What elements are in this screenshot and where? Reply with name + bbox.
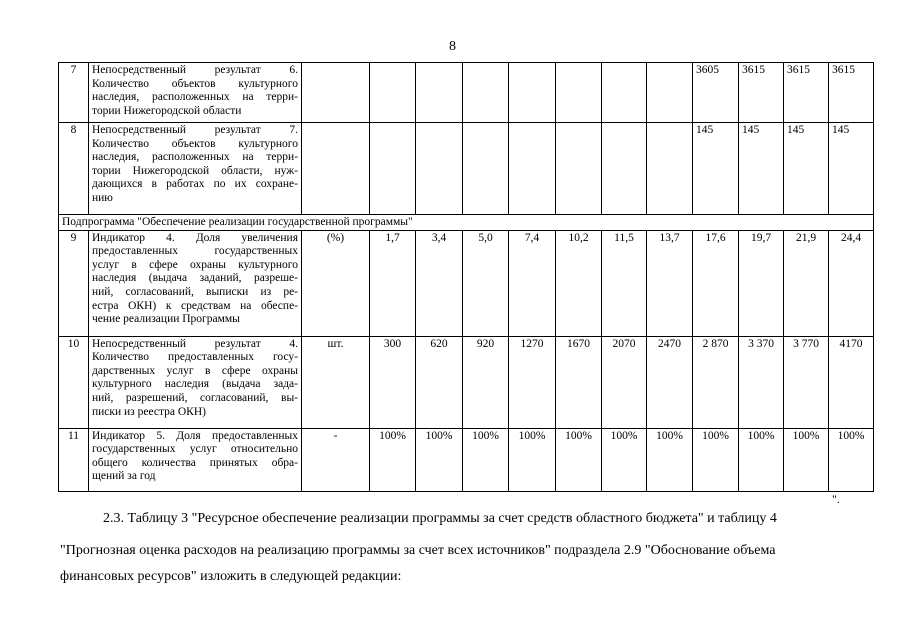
paragraph-line-1: 2.3. Таблицу 3 "Ресурсное обеспечение реализации программы за счет средств областного бюджета" и таблицу 4	[103, 511, 777, 526]
indicator-name-line: щений за год	[92, 470, 156, 483]
value-cell: 4170	[829, 336, 874, 428]
indicator-name-line: естра ОКН) к средствам на обеспе-	[92, 299, 298, 312]
indicator-name-line: Непосредственный результат 4.	[92, 337, 298, 350]
value-cell	[370, 63, 416, 123]
value-cell: 3,4	[416, 230, 463, 336]
indicator-name-line: нию	[92, 191, 113, 204]
closing-quote: ".	[832, 492, 840, 506]
indicator-name-line: Индикатор 5. Доля предоставленных	[92, 429, 298, 442]
table-row	[59, 428, 874, 491]
value-cell	[416, 63, 463, 123]
table-row	[59, 230, 874, 336]
paragraph-line-2: "Прогнозная оценка расходов на реализацию программы за счет всех источников" подраздела 2.9 "Обоснование объема	[60, 543, 776, 558]
value-cell	[509, 63, 556, 123]
page-number: 8	[449, 39, 456, 54]
unit-cell	[302, 63, 370, 123]
indicator-name-line: культурного наследия (выдача зада-	[92, 378, 298, 391]
table-row	[59, 336, 874, 428]
value-cell: 19,7	[739, 230, 784, 336]
indicator-name	[89, 123, 302, 215]
value-cell	[556, 63, 602, 123]
value-cell: 100%	[463, 428, 509, 491]
indicator-name	[89, 428, 302, 491]
indicator-name-line: предоставленных государственных	[92, 245, 298, 258]
value-cell: 100%	[556, 428, 602, 491]
subprogram-heading: Подпрограмма "Обеспечение реализации государственной программы"	[59, 215, 874, 231]
row-number: 9	[59, 230, 89, 336]
value-cell	[509, 123, 556, 215]
value-cell: 3615	[784, 63, 829, 123]
indicator-name-line: тории Нижегородской области, нуж-	[92, 164, 298, 177]
indicator-name-line: Непосредственный результат 6.	[92, 64, 298, 76]
value-cell: 920	[463, 336, 509, 428]
indicators-table	[58, 62, 874, 492]
indicator-name-line: писки из реестра ОКН)	[92, 405, 206, 418]
value-cell: 17,6	[693, 230, 739, 336]
indicator-name-line: дающихся в работах по их сохране-	[92, 178, 298, 191]
indicator-name	[89, 63, 302, 123]
value-cell: 2070	[602, 336, 647, 428]
indicator-name-line: Индикатор 4. Доля увеличения	[92, 231, 298, 244]
value-cell: 100%	[370, 428, 416, 491]
indicator-name-line: ний, согласований, выписки из ре-	[92, 285, 298, 298]
indicator-name-line: услуг в сфере охраны культурного	[92, 258, 298, 271]
value-cell: 24,4	[829, 230, 874, 336]
value-cell: 2470	[647, 336, 693, 428]
indicator-name-line: дарственных услуг в сфере охраны	[92, 364, 298, 377]
table-row	[59, 123, 874, 215]
table-row	[59, 215, 874, 231]
value-cell	[647, 63, 693, 123]
value-cell: 100%	[739, 428, 784, 491]
value-cell: 145	[784, 123, 829, 215]
value-cell	[602, 123, 647, 215]
value-cell: 100%	[416, 428, 463, 491]
paragraph-line-3: финансовых ресурсов" изложить в следующей редакции:	[60, 569, 402, 584]
value-cell: 100%	[647, 428, 693, 491]
table-row	[59, 63, 874, 123]
value-cell: 21,9	[784, 230, 829, 336]
value-cell: 11,5	[602, 230, 647, 336]
value-cell	[463, 63, 509, 123]
unit-cell: -	[302, 428, 370, 491]
value-cell: 2 870	[693, 336, 739, 428]
row-number: 8	[59, 123, 89, 215]
indicator-name-line: ний, разрешений, согласований, вы-	[92, 391, 298, 404]
indicator-name-line: наследия, расположенных на терри-	[92, 151, 298, 164]
value-cell	[463, 123, 509, 215]
value-cell: 13,7	[647, 230, 693, 336]
value-cell: 100%	[693, 428, 739, 491]
value-cell	[556, 123, 602, 215]
value-cell: 3615	[829, 63, 874, 123]
value-cell	[416, 123, 463, 215]
indicator-name-line: наследия (выдача заданий, разреше-	[92, 272, 298, 285]
indicator-name-line: Количество объектов культурного	[92, 77, 298, 90]
value-cell: 7,4	[509, 230, 556, 336]
value-cell: 5,0	[463, 230, 509, 336]
row-number: 10	[59, 336, 89, 428]
indicator-name-line: Непосредственный результат 7.	[92, 124, 298, 136]
value-cell: 3605	[693, 63, 739, 123]
value-cell	[647, 123, 693, 215]
value-cell: 1270	[509, 336, 556, 428]
value-cell: 10,2	[556, 230, 602, 336]
value-cell: 100%	[829, 428, 874, 491]
value-cell: 145	[693, 123, 739, 215]
value-cell: 620	[416, 336, 463, 428]
value-cell: 300	[370, 336, 416, 428]
indicator-name-line: Количество объектов культурного	[92, 137, 298, 150]
value-cell: 100%	[509, 428, 556, 491]
value-cell: 3 770	[784, 336, 829, 428]
value-cell	[370, 123, 416, 215]
value-cell: 100%	[602, 428, 647, 491]
row-number: 7	[59, 63, 89, 123]
indicator-name-line: тории Нижегородской области	[92, 104, 242, 117]
unit-cell	[302, 123, 370, 215]
value-cell: 3615	[739, 63, 784, 123]
value-cell: 145	[829, 123, 874, 215]
indicator-name-line: наследия, расположенных на терри-	[92, 91, 298, 104]
value-cell	[602, 63, 647, 123]
row-number: 11	[59, 428, 89, 491]
value-cell: 3 370	[739, 336, 784, 428]
indicator-name-line: государственных услуг относительно	[92, 443, 298, 456]
indicator-name	[89, 336, 302, 428]
indicator-name-line: чение реализации Программы	[92, 313, 240, 326]
unit-cell: шт.	[302, 336, 370, 428]
indicator-name	[89, 230, 302, 336]
indicator-name-line: Количество предоставленных госу-	[92, 351, 298, 364]
value-cell: 100%	[784, 428, 829, 491]
value-cell: 1,7	[370, 230, 416, 336]
unit-cell: (%)	[302, 230, 370, 336]
value-cell: 145	[739, 123, 784, 215]
value-cell: 1670	[556, 336, 602, 428]
indicator-name-line: общего количества принятых обра-	[92, 456, 298, 469]
